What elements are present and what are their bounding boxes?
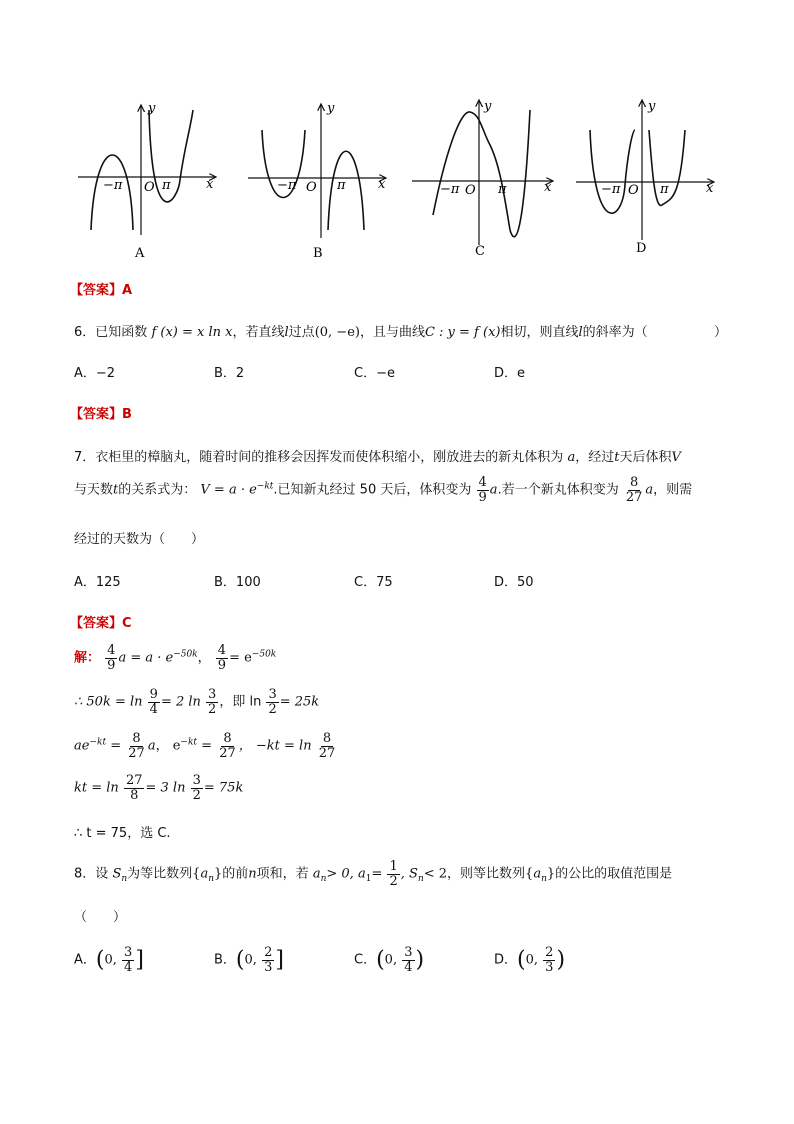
graph-c-x: x: [544, 180, 552, 195]
sol-l2d: = 25k: [279, 694, 320, 710]
frac-num: 4: [107, 643, 116, 658]
graph-d-neg-pi: −π: [601, 182, 621, 197]
q6-text6: 的斜率为（: [582, 325, 648, 340]
answer-prefix: 【答案】: [70, 616, 123, 631]
option-right-bracket: ]: [275, 947, 284, 973]
sol-l3a: ae: [74, 738, 90, 754]
question-6: [74, 321, 648, 340]
q8-an2: a: [533, 866, 542, 882]
q8-t6: 的公比的取值范围是: [555, 866, 673, 882]
frac-den: 2: [268, 701, 277, 717]
frac-num: 4: [217, 643, 227, 658]
frac-num: 27: [125, 773, 143, 788]
frac-num: 3: [208, 687, 217, 702]
option-left-bracket: (: [517, 947, 526, 973]
graph-a-x: x: [206, 177, 214, 192]
frac-4-9b: [216, 644, 228, 672]
function-graphs: [0, 90, 794, 270]
answer-value: B: [122, 407, 132, 422]
q8-cond2-sub: n: [417, 874, 424, 885]
option-zero: 0,: [104, 952, 122, 968]
frac-num: 3: [124, 945, 133, 960]
sol-l1exp: −50k: [173, 649, 198, 660]
graph-a-pi: π: [162, 178, 171, 193]
q6-option-c[interactable]: C．−e: [354, 366, 395, 381]
solution-line-4: [74, 774, 243, 802]
q7-V: V: [671, 450, 681, 465]
q7-option-c[interactable]: C．75: [354, 575, 393, 590]
q6-text2: ，若直线: [232, 325, 285, 340]
frac-8-27: [126, 732, 147, 760]
q6-option-d[interactable]: D．e: [494, 366, 526, 381]
q6-number: 6．: [74, 325, 96, 340]
frac-8-27c: [317, 732, 338, 760]
frac-den: 27: [625, 489, 643, 505]
frac-den: 27: [318, 745, 336, 761]
solution-label: 解：: [74, 650, 101, 666]
sol-l1exp2: −50k: [251, 649, 277, 660]
option-frac: [543, 946, 555, 974]
option-frac: [262, 946, 274, 974]
q6-fx: f (x) = x ln x: [151, 325, 233, 340]
frac-num: 1: [389, 859, 398, 874]
q6-l2: l: [578, 325, 583, 340]
answer-prefix: 【答案】: [70, 283, 123, 298]
option-right-bracket: ]: [135, 947, 144, 973]
q8-cond1-sub: n: [320, 874, 327, 885]
frac-den: 3: [264, 959, 273, 975]
sol-l2c: ，即 ln: [219, 694, 262, 710]
sol-l1c: = e: [229, 650, 252, 666]
graph-b-neg-pi: −π: [277, 178, 297, 193]
q8-option-b[interactable]: [214, 946, 284, 974]
sol-l3exp2: −kt: [180, 737, 198, 748]
solution-line-1: [74, 644, 276, 672]
frac-den: 4: [404, 959, 413, 975]
q8-number: 8．: [74, 866, 96, 882]
frac-num: 4: [478, 475, 487, 490]
option-zero: 0,: [384, 952, 402, 968]
sol-l1a: a = a · e: [118, 650, 174, 666]
option-zero: 0,: [525, 952, 543, 968]
q8-an-sub: n: [208, 874, 214, 885]
q8-a1-sub: 1: [365, 874, 372, 885]
q8-option-c[interactable]: [354, 946, 424, 974]
graph-b-origin: O: [306, 180, 317, 195]
sol-l3c: a: [147, 738, 156, 754]
frac-num: 3: [404, 945, 413, 960]
frac-27-8: [124, 774, 145, 802]
q8-line-1: [74, 860, 672, 888]
q6-text4: ，且与曲线: [359, 325, 425, 340]
option-letter: A．: [74, 952, 96, 968]
frac-den: 27: [128, 745, 145, 761]
q8-Sn: S: [112, 866, 122, 882]
graph-b-y: y: [327, 101, 335, 116]
frac-den: 3: [545, 959, 554, 975]
q7-option-b[interactable]: B．100: [214, 575, 261, 590]
frac-den: 2: [192, 787, 201, 803]
sol-l3f: ， −kt = ln: [238, 738, 312, 754]
option-letter: D．: [494, 952, 518, 968]
graph-a-label: A: [135, 246, 145, 261]
q7-line-2: [74, 476, 692, 504]
q8-frac-half: [387, 860, 399, 888]
q7-frac-8-27: [624, 476, 645, 504]
q7-line1b: ，经过: [575, 450, 615, 465]
frac-num: 8: [322, 731, 332, 746]
q6-curve: C : y = f (x): [424, 325, 501, 340]
graph-d: [576, 99, 714, 256]
sol-l1b: ，: [197, 650, 211, 666]
q8-t5: ，则等比数列: [447, 866, 526, 882]
graph-d-pi: π: [660, 182, 669, 197]
frac-num: 9: [149, 687, 158, 702]
q7-line2d: .若一个新丸体积变为: [497, 482, 619, 498]
q7-a: a: [567, 450, 576, 465]
q8-t2: 为等比数列: [127, 866, 193, 882]
option-letter: C．: [354, 952, 377, 968]
q6-text3: 过点: [288, 325, 315, 340]
q8-brace-close2: }: [546, 866, 556, 882]
graph-c-y: y: [484, 99, 492, 114]
q8-t4: 项和，若: [256, 866, 309, 882]
graph-a: [78, 101, 216, 261]
q8-cond2: , S: [400, 866, 418, 882]
graph-a-y: y: [148, 101, 156, 116]
graph-a-origin: O: [144, 180, 155, 195]
q6-text1: 已知函数: [95, 325, 148, 340]
frac-num: 2: [264, 945, 273, 960]
graph-b-label: B: [313, 246, 323, 261]
frac-num: 2: [545, 945, 554, 960]
frac-8-27b: [217, 732, 238, 760]
answer-q7: [70, 612, 132, 631]
frac-4-9: [105, 644, 117, 672]
q7-t2: t: [113, 482, 119, 498]
frac-9-4: [148, 688, 160, 716]
graph-d-label: D: [636, 241, 647, 256]
q7-a3: a: [645, 482, 654, 498]
sol-l2b: = 2 ln: [160, 694, 201, 710]
graph-c: [412, 99, 553, 259]
frac-num: 8: [629, 475, 639, 490]
sol-l3e: =: [201, 738, 213, 754]
sol-l2a: ∴ 50k = ln: [74, 694, 143, 710]
q7-line2c: .已知新丸经过 50 天后，体积变为: [273, 482, 472, 498]
q8-an: a: [200, 866, 209, 882]
frac-den: 9: [107, 657, 116, 673]
q7-number: 7．: [74, 450, 96, 465]
q7-line1a: 衣柜里的樟脑丸，随着时间的推移会因挥发而使体积缩小，刚放进去的新丸体积为: [95, 450, 564, 465]
q6-point: (0, −e): [314, 325, 360, 340]
frac-3-2b: [266, 688, 278, 716]
answer-prefix: 【答案】: [70, 407, 123, 422]
q6-l: l: [284, 325, 289, 340]
q6-text5: 相切，则直线: [500, 325, 579, 340]
q8-brace-open: {: [192, 866, 201, 882]
q6-option-a[interactable]: A．−2: [74, 366, 116, 381]
solution-line-2: [74, 688, 319, 716]
graph-b-pi: π: [337, 178, 346, 193]
q8-cond1b: > 0, a: [326, 866, 366, 882]
q7-option-d[interactable]: D．50: [494, 575, 534, 590]
graph-c-label: C: [475, 244, 485, 259]
option-left-bracket: (: [235, 947, 245, 973]
sol-l3exp: −kt: [89, 737, 107, 748]
graph-a-neg-pi: −π: [103, 178, 123, 193]
q6-option-b[interactable]: B．2: [214, 366, 245, 381]
frac-num: 8: [132, 731, 141, 746]
option-zero: 0,: [244, 952, 262, 968]
frac-3-2: [206, 688, 218, 716]
q8-an2-sub: n: [541, 874, 547, 885]
q7-option-a[interactable]: A．125: [74, 575, 121, 590]
sol-l3d: ， e: [155, 738, 181, 754]
frac-3-2c: [191, 774, 203, 802]
sol-l4c: = 75k: [203, 780, 244, 796]
option-frac: [402, 946, 414, 974]
q7-line-3: 经过的天数为（ ）: [74, 532, 205, 547]
graph-d-origin: O: [628, 183, 639, 198]
q8-blank: （ ）: [74, 910, 127, 925]
q8-brace-open2: {: [525, 866, 534, 882]
option-left-bracket: (: [95, 947, 105, 973]
graph-c-origin: O: [465, 183, 476, 198]
q8-n: n: [248, 866, 257, 882]
frac-den: 27: [219, 745, 236, 761]
frac-den: 8: [130, 787, 139, 803]
frac-num: 3: [192, 773, 201, 788]
q8-option-d[interactable]: [494, 946, 565, 974]
option-right-bracket: ): [556, 947, 566, 973]
q8-option-a[interactable]: [74, 946, 144, 974]
q8-brace-close: }: [214, 866, 223, 882]
q7-line2e: ，则需: [653, 482, 693, 498]
graph-c-pi: π: [498, 182, 507, 197]
q8-cond1c: =: [371, 866, 383, 882]
q7-line1c: 天后体积: [619, 450, 672, 465]
frac-den: 4: [149, 701, 158, 717]
solution-line-5: ∴ t = 75，选 C.: [74, 826, 171, 841]
q8-t3: 的前: [222, 866, 249, 882]
frac-den: 9: [478, 489, 487, 505]
graph-d-y: y: [648, 99, 656, 114]
q6-close: ）: [714, 325, 728, 340]
frac-den: 2: [389, 873, 398, 889]
frac-den: 2: [208, 701, 217, 717]
graph-c-neg-pi: −π: [440, 182, 460, 197]
q7-a2: a: [489, 482, 498, 498]
q8-t1: 设: [95, 866, 109, 882]
q7-line2a: 与天数: [74, 482, 114, 498]
q8-cond2b: < 2: [423, 866, 448, 882]
frac-num: 8: [223, 731, 232, 746]
sol-l3b: =: [110, 738, 122, 754]
sol-l4b: = 3 ln: [145, 780, 186, 796]
graph-d-x: x: [706, 181, 714, 196]
option-right-bracket: ): [415, 947, 425, 973]
q7-exp: −kt: [256, 481, 274, 492]
q7-line2b: 的关系式为：: [118, 482, 197, 498]
answer-q6: [70, 403, 132, 422]
q8-cond1: a: [312, 866, 321, 882]
option-frac: [122, 946, 134, 974]
option-letter: B．: [214, 952, 236, 968]
q7-t: t: [614, 450, 620, 465]
sol-l4a: kt = ln: [74, 780, 119, 796]
answer-value: A: [122, 283, 133, 298]
frac-den: 4: [124, 959, 133, 975]
answer-value: C: [122, 616, 132, 631]
option-left-bracket: (: [376, 947, 385, 973]
q7-line-1: [74, 446, 681, 465]
graph-b: [248, 101, 386, 261]
solution-line-3: [74, 732, 338, 760]
graph-b-x: x: [378, 177, 386, 192]
q7-formula: V = a · e: [200, 482, 257, 498]
q7-frac-4-9: [477, 476, 489, 504]
answer-q5: [70, 279, 132, 298]
frac-den: 9: [217, 657, 227, 673]
q8-Sn-sub: n: [121, 874, 128, 885]
frac-num: 3: [268, 687, 277, 702]
